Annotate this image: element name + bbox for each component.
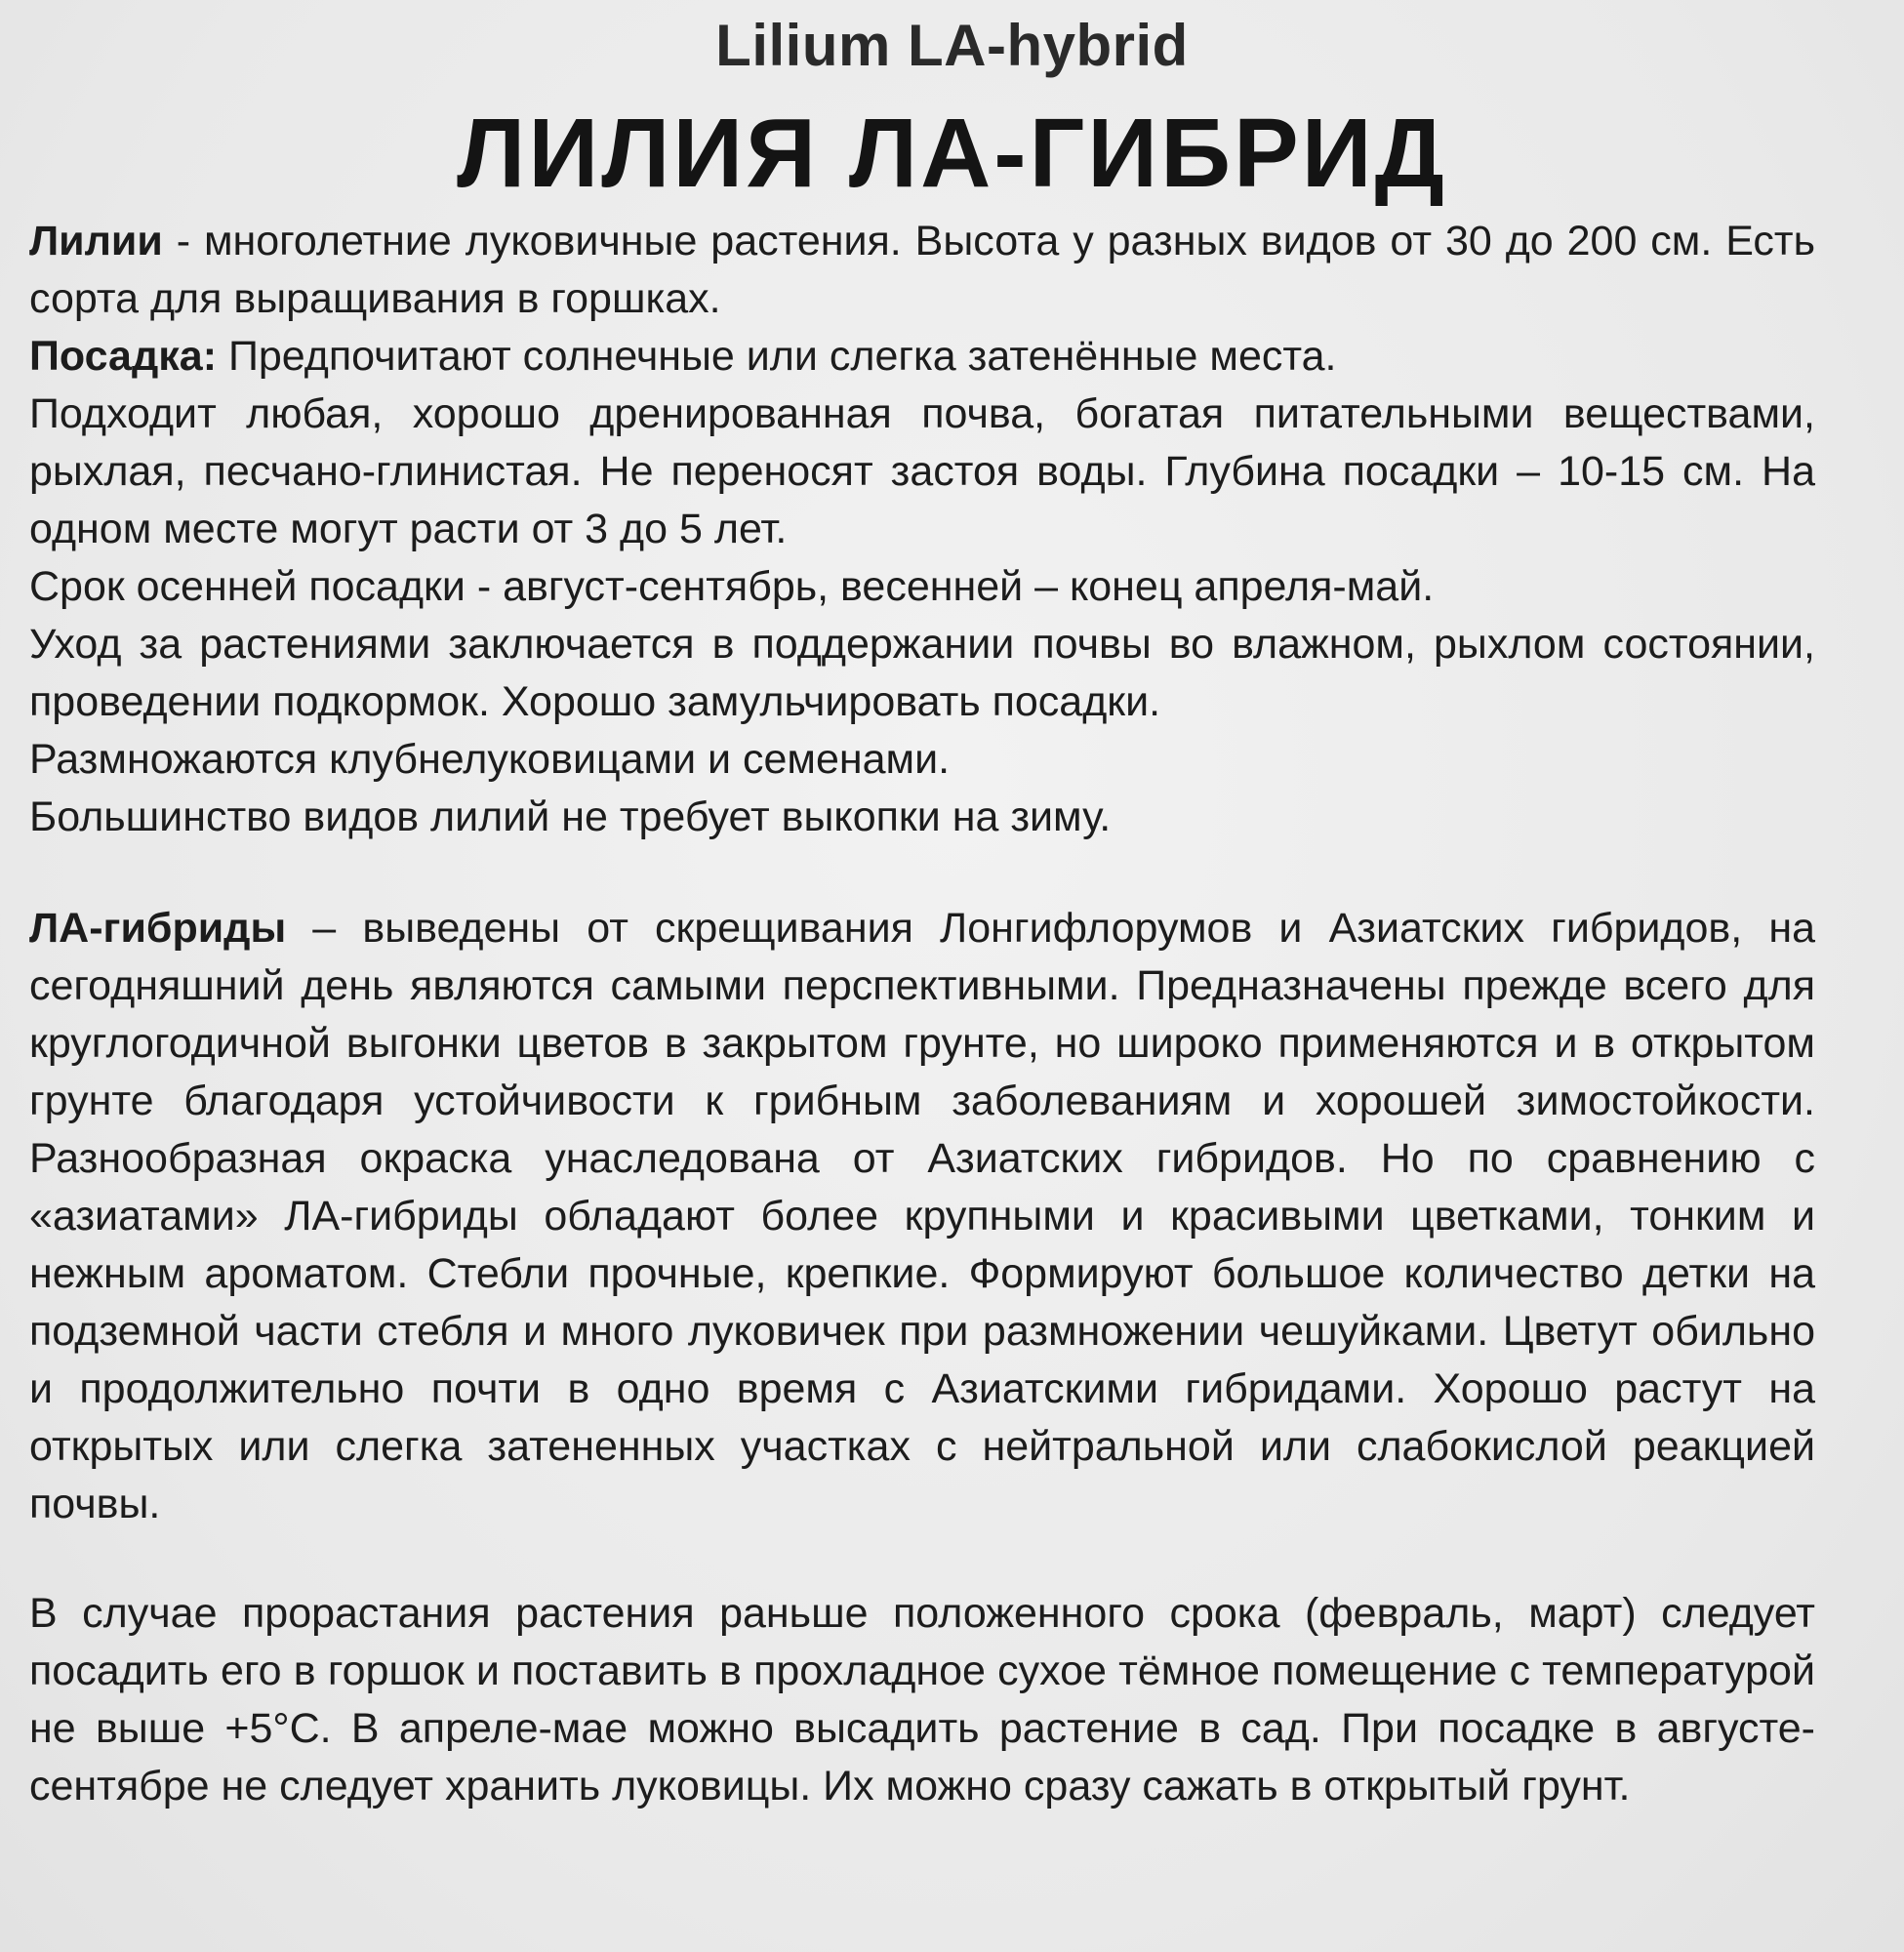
early-sprouting-section — [29, 1585, 1815, 1815]
propagation-paragraph: Размножаются клубнелуковицами и семенами. — [29, 736, 951, 783]
care-paragraph: Уход за растениями заключается в поддержании почвы во влажном, рыхлом состоянии, проведении подкормок. Хорошо замульчировать посадки. — [29, 621, 1815, 725]
planting-term: Посадка: — [29, 333, 218, 380]
la-hybrids-term: ЛА-гибриды — [29, 905, 287, 952]
planting-paragraph — [29, 328, 1815, 386]
la-hybrids-text: – выведены от скрещивания Лонгифлорумов и Азиатских гибридов, на сегодняшний день являются самыми перспективными. Предназначены прежде всего для круглогодичной выгонки цветов в закрытом грунте, но широко применяются и в открытом грунте благодаря устойчивости к грибным заболеваниям и хорошей зимостойкости. Разнообразная окраска унаследована от Азиатских гибридов. Но по сравнению с «азиатами» ЛА-гибриды обладают более крупными и красивыми цветками, тонким и нежным ароматом. Стебли прочные, крепкие. Формируют большое количество детки на подземной части стебля и много луковичек при размножении чешуйками. Цветут обильно и продолжительно почти в одно время с Азиатскими гибридами. Хорошо растут на открытых или слегка затененных участках с нейтральной или слабокислой реакцией почвы. — [29, 905, 1815, 1527]
lilies-paragraph — [29, 213, 1815, 328]
early-sprouting-paragraph: В случае прорастания растения раньше положенного срока (февраль, март) следует посадить его в горшок и поставить в прохладное сухое тёмное помещение с температурой не выше +5°С. В апреле-мае можно высадить растение в сад. При посадке в августе-сентябре не следует хранить луковицы. Их можно сразу сажать в открытый грунт. — [29, 1590, 1815, 1810]
russian-title: ЛИЛИЯ ЛА-ГИБРИД — [457, 99, 1447, 208]
la-hybrids-section — [29, 900, 1815, 1533]
timing-paragraph: Срок осенней посадки - август-сентябрь, весенней – конец апреля-май. — [29, 563, 1435, 610]
planting-text: Предпочитают солнечные или слегка затенённые места. — [217, 333, 1337, 380]
latin-title: Lilium LA-hybrid — [715, 13, 1189, 78]
soil-paragraph: Подходит любая, хорошо дренированная почва, богатая питательными веществами, рыхлая, песчано-глинистая. Не переносят застоя воды. Глубина посадки – 10-15 см. На одном месте могут расти от 3 до 5 лет. — [29, 390, 1815, 552]
winter-paragraph: Большинство видов лилий не требует выкопки на зиму. — [29, 793, 1112, 840]
lilies-term: Лилии — [29, 218, 163, 264]
la-hybrids-paragraph — [29, 900, 1815, 1533]
lilies-text: - многолетние луковичные растения. Высота у разных видов от 30 до 200 см. Есть сорта для выращивания в горшках. — [29, 218, 1815, 322]
general-description-section — [29, 213, 1815, 846]
